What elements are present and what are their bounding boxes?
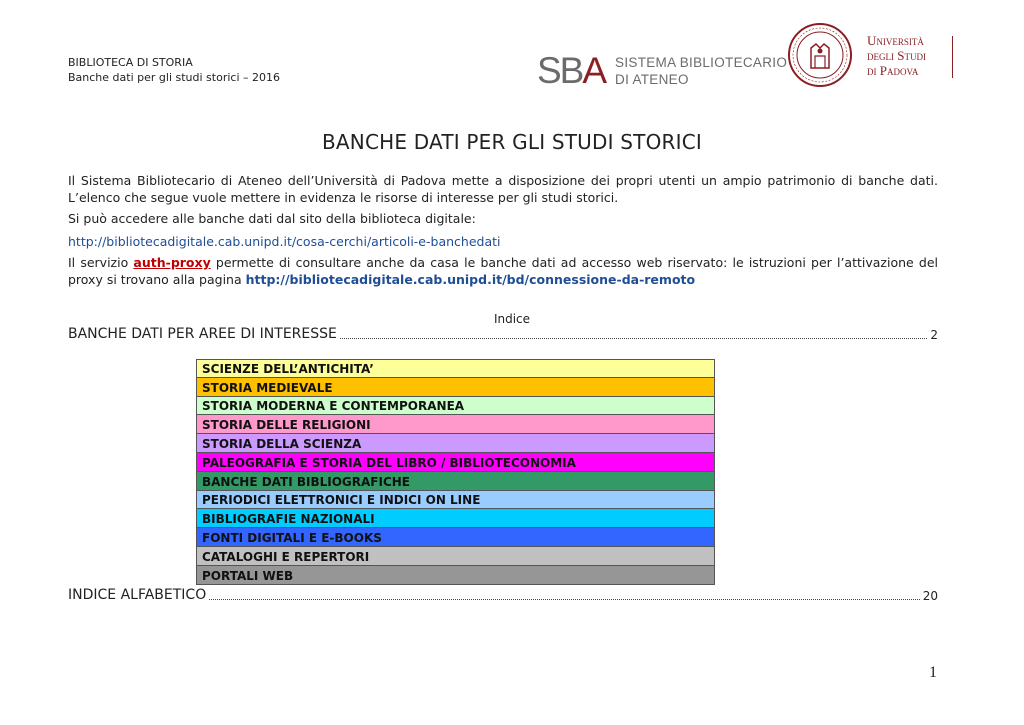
toc-entry-title: BANCHE DATI PER AREE DI INTERESSE	[68, 326, 337, 342]
logo-divider	[952, 36, 953, 78]
university-name-line1: Università	[867, 32, 924, 48]
subject-area-row[interactable]: BIBLIOGRAFIE NAZIONALI	[196, 509, 715, 528]
sba-logo-text	[615, 54, 787, 88]
toc-entry-title: INDICE ALFABETICO	[68, 587, 207, 603]
toc-entry-alphabetical[interactable]	[68, 587, 938, 603]
sba-logo-letter-a: A	[582, 50, 606, 91]
subject-area-row[interactable]: PERIODICI ELETTRONICI E INDICI ON LINE	[196, 491, 715, 510]
sba-logo-line2: DI ATENEO	[615, 72, 689, 87]
sba-logo-line1: SISTEMA BIBLIOTECARIO	[615, 55, 788, 70]
university-name-line3: di Padova	[867, 62, 919, 78]
subject-area-row[interactable]: STORIA MEDIEVALE	[196, 378, 715, 397]
subject-area-row[interactable]: PORTALI WEB	[196, 566, 715, 585]
subject-areas-table	[196, 359, 715, 585]
library-name: BIBLIOTECA DI STORIA	[68, 56, 193, 69]
header-text	[68, 55, 280, 85]
subject-area-row[interactable]: FONTI DIGITALI E E-BOOKS	[196, 528, 715, 547]
intro-paragraph: Il Sistema Bibliotecario di Ateneo dell’Università di Padova mette a disposizione dei propri utenti un ampio patrimonio di banche dati. L’elenco che segue vuole mettere in evidenza le risorse di interesse per gli studi storici.	[68, 173, 938, 205]
subject-area-row[interactable]: STORIA DELLA SCIENZA	[196, 434, 715, 453]
university-seal-icon	[787, 22, 853, 88]
proxy-text-after: permette di consultare anche da casa le banche dati ad accesso web riservato: le istruzioni per l’attivazione del proxy si trovano alla pagina	[68, 255, 938, 287]
toc-leader-dots	[209, 598, 919, 600]
proxy-text-before: Il servizio	[68, 255, 134, 270]
university-name	[867, 33, 926, 78]
subject-area-row[interactable]: STORIA MODERNA E CONTEMPORANEA	[196, 397, 715, 416]
subject-area-row[interactable]: PALEOGRAFIA E STORIA DEL LIBRO / BIBLIOTECONOMIA	[196, 453, 715, 472]
proxy-paragraph	[68, 255, 938, 288]
subject-area-row[interactable]: CATALOGHI E REPERTORI	[196, 547, 715, 566]
subject-area-row[interactable]: BANCHE DATI BIBLIOGRAFICHE	[196, 472, 715, 491]
toc-entry-areas[interactable]	[68, 326, 938, 342]
university-name-line2: degli Studi	[867, 47, 926, 63]
page-number: 1	[929, 664, 937, 681]
page-title: BANCHE DATI PER GLI STUDI STORICI	[322, 130, 702, 154]
sba-logo-mark	[537, 50, 605, 92]
toc-leader-dots	[340, 337, 927, 339]
sba-logo	[537, 50, 787, 92]
university-logo	[787, 22, 926, 88]
toc-entry-page: 20	[922, 589, 938, 603]
toc-entry-page: 2	[930, 328, 938, 342]
access-paragraph: Si può accedere alle banche dati dal sito della biblioteca digitale:	[68, 211, 476, 226]
index-heading: Indice	[493, 312, 531, 326]
digital-library-link-line	[68, 234, 938, 251]
subject-area-row[interactable]: STORIA DELLE RELIGIONI	[196, 415, 715, 434]
remote-connection-link[interactable]: http://bibliotecadigitale.cab.unipd.it/bd/connessione-da-remoto	[245, 271, 696, 287]
subject-area-row[interactable]: SCIENZE DELL’ANTICHITA’	[196, 359, 715, 378]
document-subtitle: Banche dati per gli studi storici – 2016	[68, 71, 280, 84]
auth-proxy-link[interactable]: auth-proxy	[133, 255, 211, 270]
digital-library-link[interactable]: http://bibliotecadigitale.cab.unipd.it/cosa-cerchi/articoli-e-banchedati	[68, 234, 501, 249]
sba-logo-letters: SB	[537, 50, 583, 91]
